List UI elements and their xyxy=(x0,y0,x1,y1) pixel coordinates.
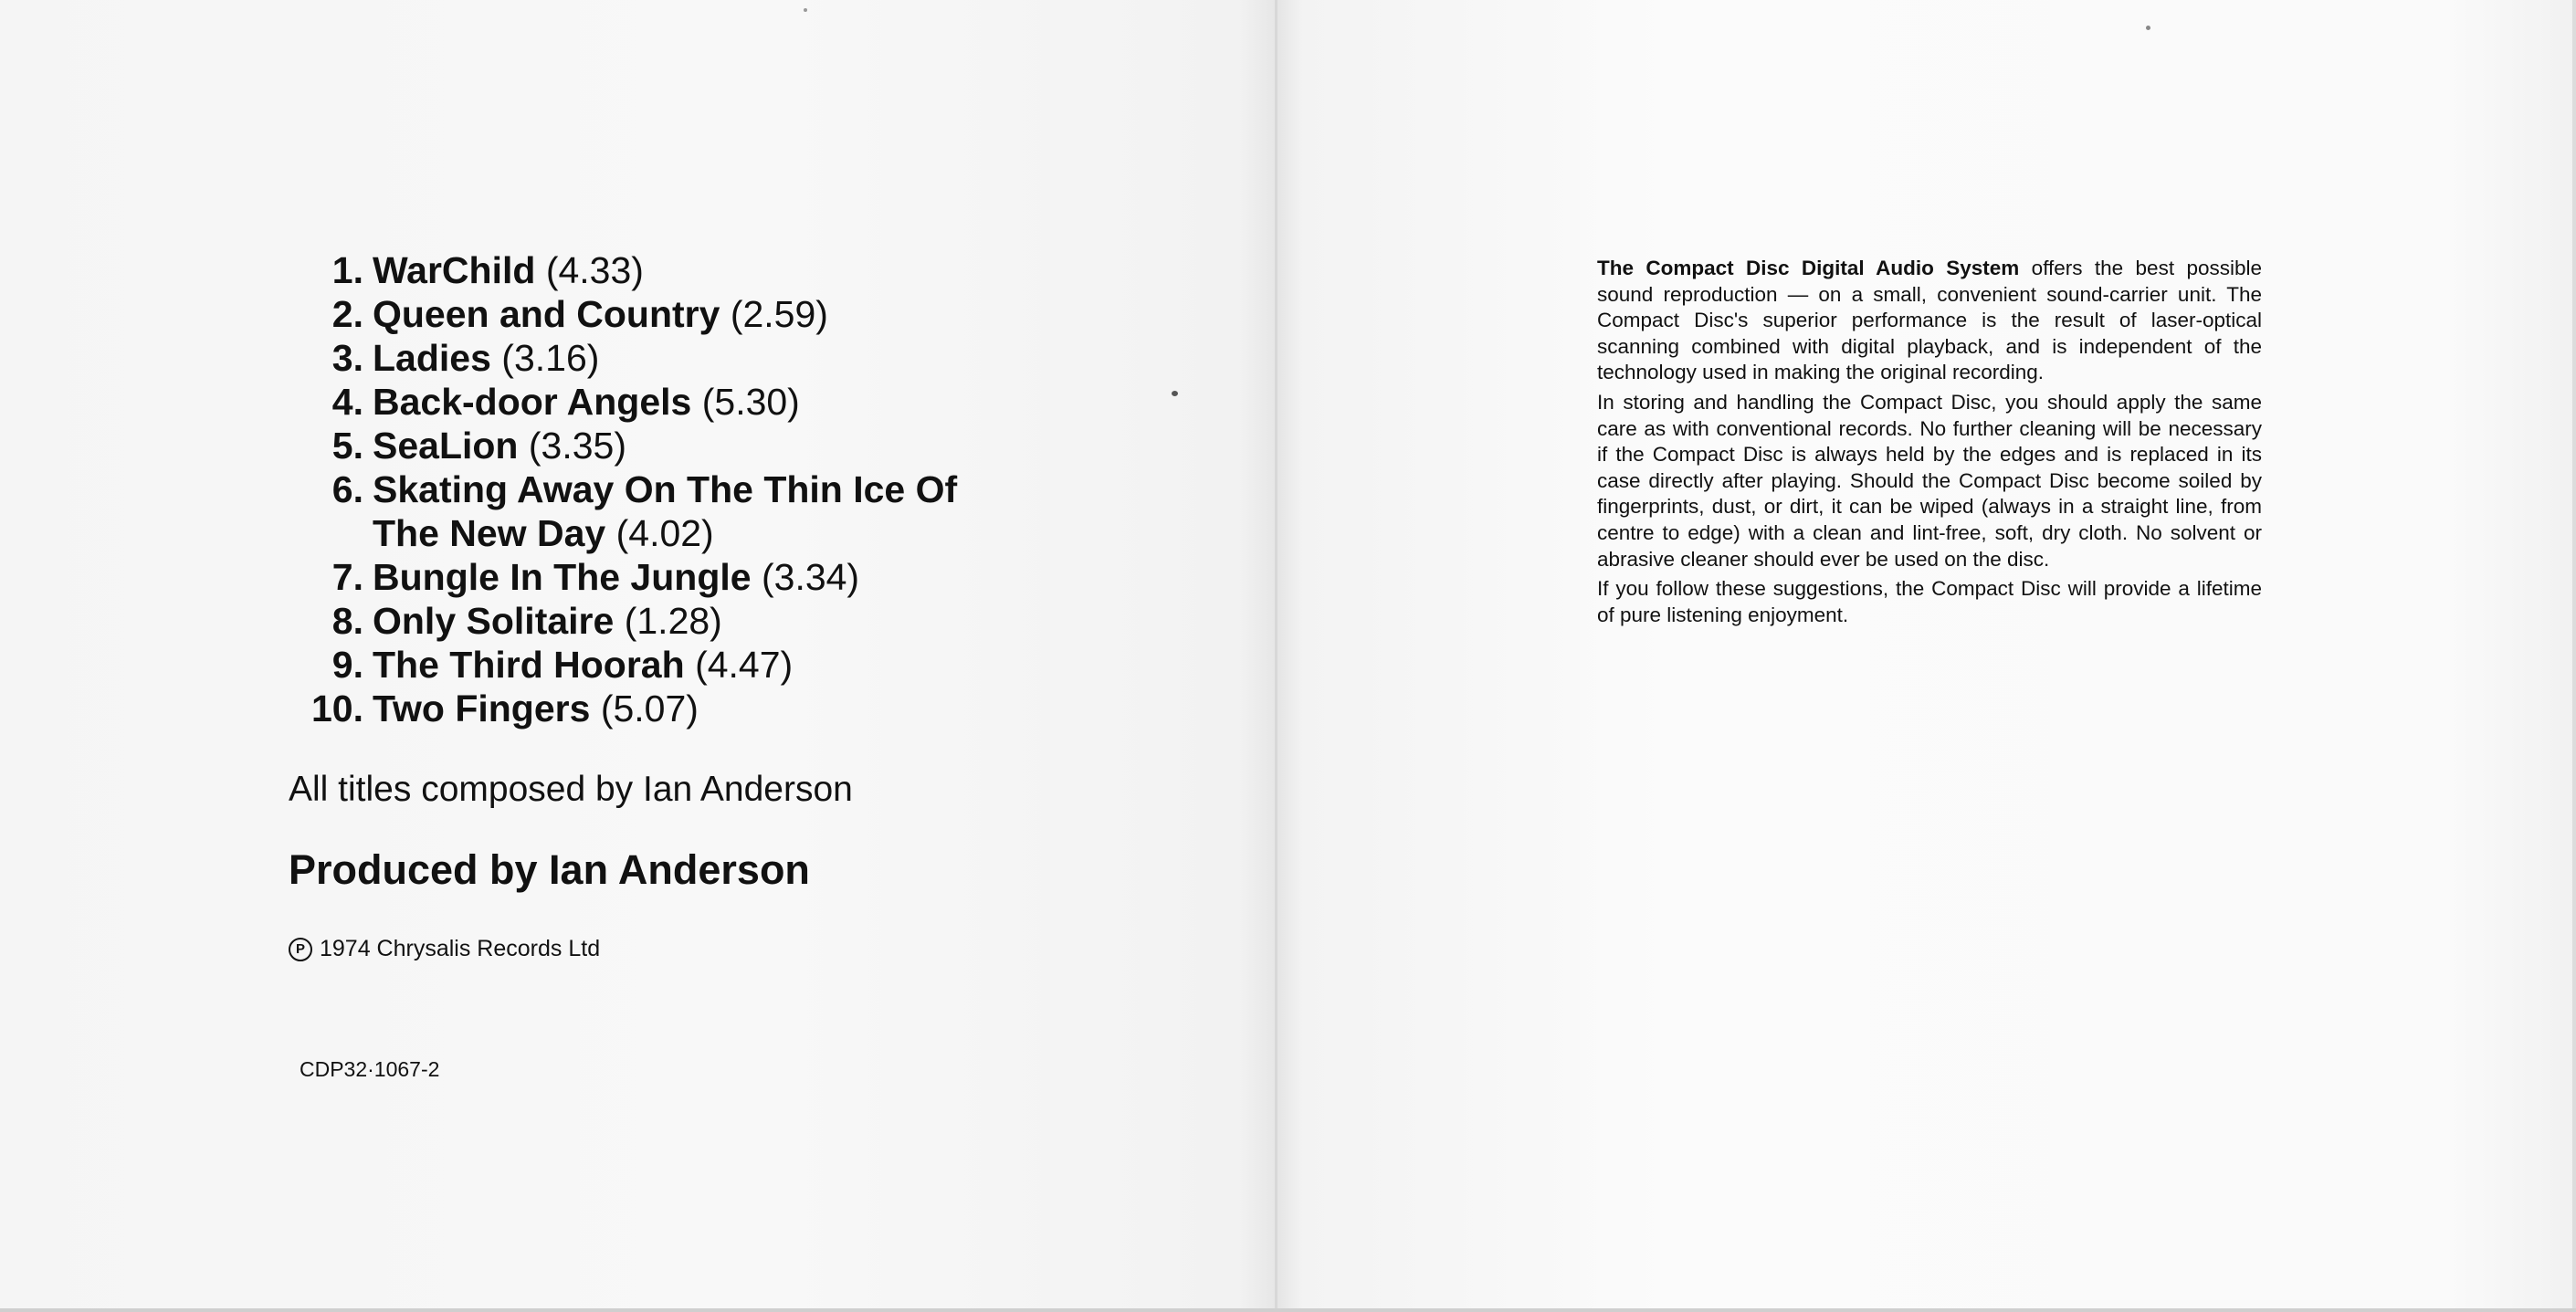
info-text: offers the best possible sound reproduction — on a small, convenient sound-carrier unit. The Compact Disc's superior performance is the result of laser-optical scanning combined with digital playback, and is independent of the technology used in making the original recording. xyxy=(1597,257,2262,384)
track-item xyxy=(289,292,1012,336)
info-paragraph xyxy=(1597,256,2262,386)
copyright-text: 1974 Chrysalis Records Ltd xyxy=(320,936,601,961)
track-title: Two Fingers xyxy=(373,687,591,729)
track-duration: (5.07) xyxy=(600,687,699,729)
page-fold xyxy=(1275,0,1277,1312)
left-page xyxy=(0,0,1277,1312)
track-duration: (3.35) xyxy=(528,425,626,467)
track-duration: (4.33) xyxy=(545,249,644,291)
track-item xyxy=(289,380,1012,424)
track-duration: (1.28) xyxy=(624,600,722,642)
track-number: 7. xyxy=(331,556,363,598)
info-paragraph: If you follow these suggestions, the Compact Disc will provide a lifetime of pure listening enjoyment. xyxy=(1597,577,2262,626)
track-title: The Third Hoorah xyxy=(373,644,685,686)
track-duration: (2.59) xyxy=(730,293,828,335)
page-edge xyxy=(0,1308,2576,1312)
track-duration: (4.47) xyxy=(695,644,794,686)
track-duration: (3.34) xyxy=(761,556,860,598)
compact-disc-info xyxy=(1597,256,2262,632)
track-item xyxy=(289,424,1012,467)
track-number: 8. xyxy=(331,600,363,642)
copyright-line xyxy=(289,936,600,962)
track-item xyxy=(289,336,1012,380)
track-number: 6. xyxy=(331,468,363,510)
paper-speck xyxy=(1172,391,1178,396)
track-item xyxy=(289,599,1012,643)
paper-speck xyxy=(804,8,807,12)
track-title: WarChild xyxy=(373,249,536,291)
track-item xyxy=(289,687,1012,730)
track-item xyxy=(289,248,1012,292)
track-title: Back-door Angels xyxy=(373,381,692,423)
composer-credit: All titles composed by Ian Anderson xyxy=(289,770,853,809)
producer-credit: Produced by Ian Anderson xyxy=(289,846,810,893)
track-title: Ladies xyxy=(373,337,491,379)
info-paragraph: In storing and handling the Compact Disc, you should apply the same care as with conventional records. No further cleaning will be necessary if the Compact Disc is always held by the edges and is replaced in its case directly after playing. Should the Compact Disc become soiled by fingerprints, dust, or dirt, it can be wiped (always in a straight line, from centre to edge) with a clean and lint-free, soft, dry cloth. No solvent or abrasive cleaner should ever be used on the disc. xyxy=(1597,390,2262,571)
phonogram-copyright-icon: P xyxy=(289,938,312,961)
track-title: SeaLion xyxy=(373,425,519,467)
track-item xyxy=(289,643,1012,687)
track-duration: (3.16) xyxy=(501,337,600,379)
track-duration: (5.30) xyxy=(701,381,800,423)
right-page xyxy=(1277,0,2576,1312)
track-number: 1. xyxy=(331,249,363,291)
track-number: 9. xyxy=(331,644,363,686)
track-number: 2. xyxy=(331,293,363,335)
track-title: Only Solitaire xyxy=(373,600,615,642)
track-duration: (4.02) xyxy=(615,512,714,554)
catalog-number: CDP32·1067-2 xyxy=(300,1057,440,1081)
track-number: 10. xyxy=(311,687,363,729)
track-item xyxy=(289,467,1012,555)
track-number: 5. xyxy=(331,425,363,467)
paper-speck xyxy=(2146,26,2150,30)
track-number: 4. xyxy=(331,381,363,423)
track-title: Queen and Country xyxy=(373,293,720,335)
track-title: Skating Away On The Thin Ice Of The New Day xyxy=(373,468,958,554)
track-number: 3. xyxy=(331,337,363,379)
track-list xyxy=(289,248,1012,730)
page-edge xyxy=(2572,0,2576,1312)
track-title: Bungle In The Jungle xyxy=(373,556,752,598)
track-item xyxy=(289,555,1012,599)
info-heading: The Compact Disc Digital Audio System xyxy=(1597,257,2020,279)
